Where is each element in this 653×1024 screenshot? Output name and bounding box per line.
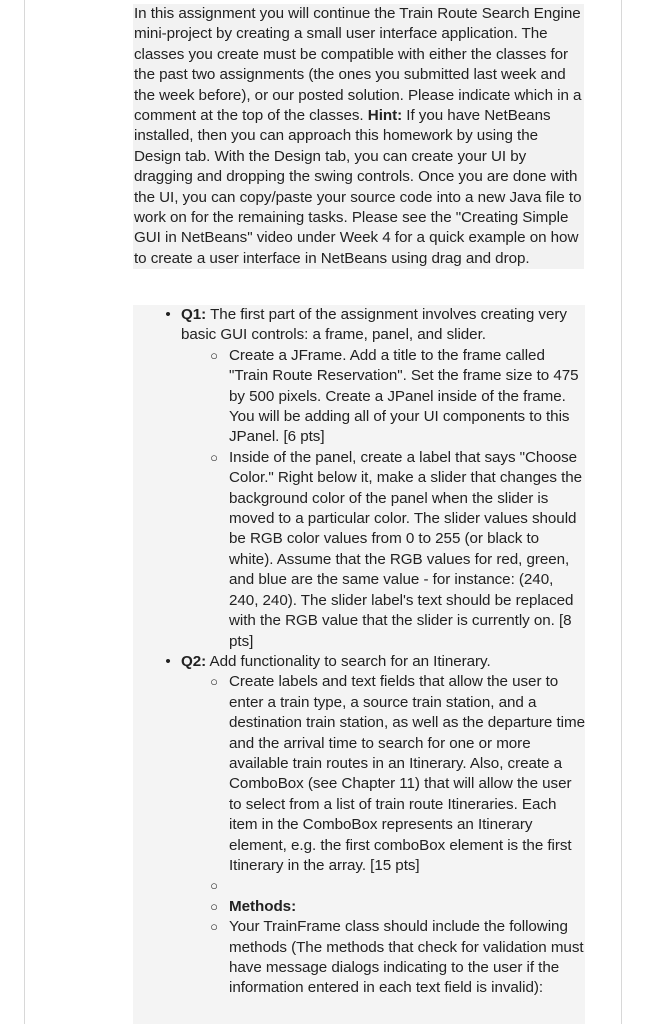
sub-item-list [181, 672, 585, 998]
question-text: The first part of the assignment involves creating very basic GUI controls: a frame, panel, and slider. [181, 306, 567, 344]
intro-paragraph [133, 4, 584, 269]
list-item-text: Inside of the panel, create a label that says "Choose Color." Right below it, make a slider that changes the background color of the panel when the slider is moved to a particular color. The slider values should be RGB color values from 0 to 255 (or black to white). Assume that the RGB values for red, green, and blue are the same value - for instance: (240, 240, 240). The slider label's text should be replaced with the RGB value that the slider is currently on. [8 pts] [229, 448, 583, 650]
list-item-methods-heading [181, 897, 585, 917]
bullet-icon: • [165, 306, 171, 323]
list-item-empty [181, 876, 585, 896]
list-item [181, 448, 585, 652]
hollow-bullet-icon: ○ [210, 898, 218, 914]
question-label: Q1: [181, 306, 207, 323]
question-list [133, 305, 585, 999]
hollow-bullet-icon: ○ [210, 347, 218, 363]
bullet-icon: • [165, 652, 171, 670]
hollow-bullet-icon: ○ [210, 919, 218, 935]
hollow-bullet-icon: ○ [210, 449, 218, 465]
list-item [181, 672, 585, 876]
hollow-bullet-icon: ○ [210, 878, 218, 894]
list-item-text: Create labels and text fields that allow the user to enter a train type, a source train station, and a destination train station, as well as the departure time and the arrival time to search for one or more available train routes in an Itinerary. Also, create a ComboBox (see Chapter 11) that will allow the user to select from a list of train route Itineraries. Each item in the ComboBox represents an Itinerary element, e.g. the first comboBox element is the first Itinerary in the array. [15 pts] [229, 673, 585, 874]
list-item-text: Your TrainFrame class should include the following methods (The methods that check for validation must have message dialogs indicating to the user if the information entered in each text field is invalid): [229, 918, 584, 997]
question-q2 [133, 652, 585, 999]
list-item [181, 917, 585, 999]
sub-item-list [181, 346, 585, 652]
assignment-question-list [133, 305, 585, 1024]
question-q1 [133, 305, 585, 652]
methods-heading: Methods: [229, 897, 297, 915]
hint-label: Hint: [367, 107, 403, 125]
list-item [181, 346, 585, 448]
intro-text-b: If you have NetBeans installed, then you can approach this homework by using the Design tab. With the Design tab, you can create your UI by dragging and dropping the swing controls. Once you are done with the UI, you can copy/paste your source code into a new Java file to work on for the remaining tasks. Please see the "Creating Simple GUI in NetBeans" video under Week 4 for a quick example on how to create a user interface in NetBeans using drag and drop. [134, 107, 582, 267]
hollow-bullet-icon: ○ [210, 674, 218, 690]
list-item-text: Create a JFrame. Add a title to the frame called "Train Route Reservation". Set the frame size to 475 by 500 pixels. Create a JPanel inside of the frame. You will be adding all of your UI components to this JPanel. [6 pts] [229, 346, 579, 446]
question-label: Q2: [181, 652, 207, 670]
intro-text-a: In this assignment you will continue the Train Route Search Engine mini-project by creating a small user interface application. The classes you create must be compatible with either the classes for the past two assignments (the ones you submitted last week and the week before), or our posted solution. Please indicate which in a comment at the top of the classes. [134, 5, 582, 125]
question-text: Add functionality to search for an Itinerary. [206, 652, 491, 670]
